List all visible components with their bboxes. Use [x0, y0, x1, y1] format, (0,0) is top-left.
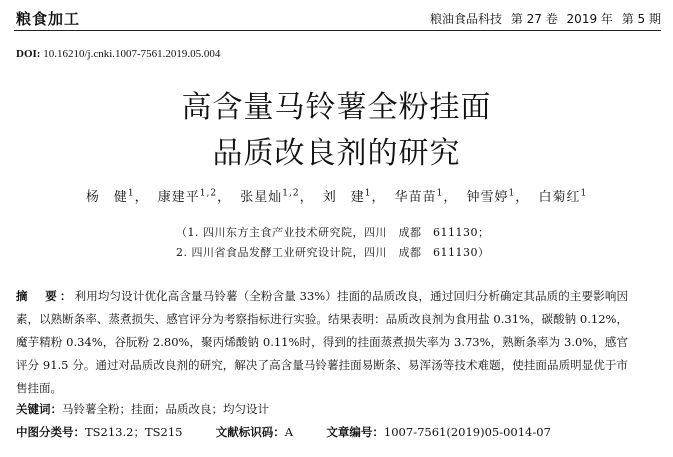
journal-issue: 第 5 期 — [621, 12, 661, 26]
author-affil-mark: 1,2 — [199, 188, 218, 199]
author: 张星灿$^{1,2}$， — [240, 188, 314, 205]
author-affil-mark: 1 — [508, 188, 516, 199]
author-name: 华苗苗 — [394, 190, 437, 205]
author-affil-mark: 1 — [580, 188, 588, 199]
doi-value[interactable]: 10.16210/j.cnki.1007-7561.2019.05.004 — [43, 48, 221, 60]
doi-label: DOI: — [16, 48, 41, 60]
affiliation-1: （1. 四川东方主食产业技术研究院，四川 成都 611130； — [176, 226, 490, 239]
author-name: 钟雪婷 — [466, 190, 509, 205]
keywords-text: 马铃薯全粉；挂面；品质改良；均匀设计 — [62, 402, 269, 416]
page-header — [14, 8, 661, 31]
paper-title-line-1: 高含量马铃薯全粉挂面 — [181, 90, 492, 125]
author: 康建平$^{1,2}$， — [157, 188, 232, 205]
author: 刘 建$^1$， — [322, 188, 386, 205]
article-number-label: 文章编号： — [326, 425, 384, 439]
author-name: 张星灿 — [240, 190, 283, 205]
abstract — [16, 285, 628, 400]
paper-title-line-2: 品质改良剂的研究 — [212, 136, 461, 171]
author-name: 刘 建 — [322, 190, 365, 205]
author: 钟雪婷$^1$， — [466, 188, 530, 205]
journal-year: 2019 年 — [566, 12, 613, 26]
author: 华苗苗$^1$， — [394, 188, 458, 205]
keywords-label: 关键词： — [16, 402, 62, 416]
doc-code-value: A — [284, 425, 294, 439]
doc-code-label: 文献标识码： — [215, 425, 285, 439]
author-affil-mark: 1 — [364, 188, 372, 199]
affiliation-2: 2. 四川省食品发酵工业研究设计院，四川 成都 611130） — [176, 246, 490, 259]
abstract-label: 摘 要： — [16, 289, 75, 303]
journal-info — [425, 10, 661, 27]
clc-value: TS213.2；TS215 — [85, 425, 183, 439]
author-affil-mark: 1,2 — [282, 188, 300, 199]
keywords-line — [16, 401, 269, 417]
author-name: 康建平 — [157, 190, 200, 205]
author-affil-mark: 1 — [127, 188, 135, 199]
section-label: 粮食加工 — [16, 10, 81, 28]
journal-name: 粮油食品科技 — [429, 12, 502, 26]
abstract-text: 利用均匀设计优化高含量马铃薯（全粉含量 33%）挂面的品质改良，通过回归分析确定其品质的主要影响因素，以熟断条率、蒸煮损失、感官评分为考察指标进行实验。结果表明：品质改良剂为食用盐 0.31%，碳酸钠 0.12%，魔芋精粉 0.34%，谷朊粉 2.80%，聚丙烯酸钠 0.11%时，得到的挂面蒸煮损失率为 3.73%，熟断条率为 3.0%，感官评分 91.5 分。通过对品质改良剂的研究，解决了高含量马铃薯挂面易断条、易浑汤等技术难题，使挂面品质明显优于市售挂面。 — [16, 289, 629, 395]
article-number-value: 1007-7561(2019)05-0014-07 — [383, 425, 551, 439]
author — [538, 190, 587, 205]
author-affil-mark: 1 — [436, 188, 444, 199]
clc-label: 中图分类号： — [16, 425, 85, 439]
doi-line — [16, 48, 220, 60]
classification-line — [16, 424, 551, 440]
author: 杨 健$^1$， — [85, 188, 149, 205]
author-list — [0, 186, 673, 205]
journal-volume: 第 27 卷 — [510, 12, 558, 26]
author-name: 白菊红 — [538, 190, 581, 205]
author-name: 杨 健 — [85, 190, 128, 205]
